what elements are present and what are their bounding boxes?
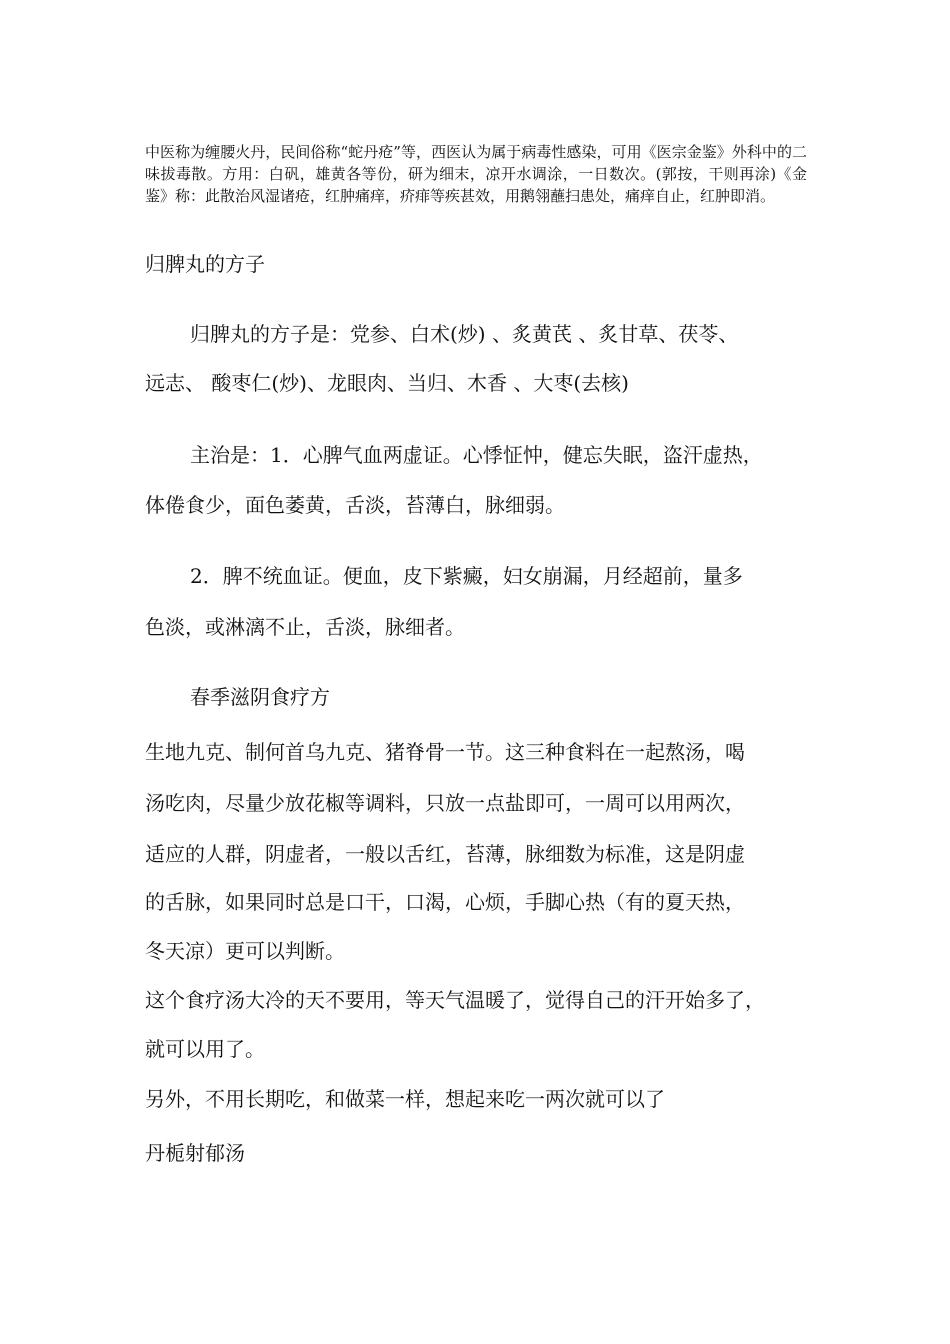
guipi-formula-line-2: 远志、 酸枣仁(炒)、龙眼肉、当归、木香 、大枣(去核) <box>145 371 629 395</box>
note-line: 另外，不用长期吃，和做菜一样，想起来吃一两次就可以了 <box>145 1087 665 1111</box>
heading-danzhi: 丹栀射郁汤 <box>145 1141 245 1165</box>
usage-line-2: 就可以用了。 <box>145 1037 265 1061</box>
heading-guipi: 归脾丸的方子 <box>145 252 265 276</box>
spring-line-1: 生地九克、制何首乌九克、猪脊骨一节。这三种食料在一起熬汤，喝 <box>145 740 745 764</box>
spring-line-5: 冬天凉）更可以判断。 <box>145 939 345 963</box>
usage-line-1: 这个食疗汤大冷的天不要用，等天气温暖了，觉得自己的汗开始多了， <box>145 988 765 1012</box>
spring-line-2: 汤吃肉，尽量少放花椒等调料，只放一点盐即可，一周可以用两次， <box>145 791 745 815</box>
intro-paragraph: 中医称为缠腰火丹，民间俗称“蛇丹疮”等，西医认为属于病毒性感染，可用《医宗金鉴》外科中的二味拔毒散。方用：白矾，雄黄各等份，研为细末，凉开水调涂，一日数次。(郭按，干则再涂)《金鉴》称：此散治风湿诸疮，红肿痛痒，疥痱等疾甚效，用鹅翎蘸扫患处，痛痒自止，红肿即消。 <box>145 143 807 205</box>
spring-line-3: 适应的人群，阴虚者，一般以舌红，苔薄，脉细数为标准，这是阴虚 <box>145 842 745 866</box>
indication-2-line-1: 2．脾不统血证。便血，皮下紫癜，妇女崩漏，月经超前，量多 <box>190 564 743 588</box>
indication-1-line-1: 主治是：1．心脾气血两虚证。心悸怔忡，健忘失眠，盗汗虚热， <box>190 443 763 467</box>
indication-2-line-2: 色淡，或淋漓不止，舌淡，脉细者。 <box>145 615 465 639</box>
heading-spring: 春季滋阴食疗方 <box>190 685 330 709</box>
indication-1-line-2: 体倦食少，面色萎黄，舌淡，苔薄白，脉细弱。 <box>145 493 565 517</box>
guipi-formula-line-1: 归脾丸的方子是：党参、白术(炒) 、炙黄芪 、炙甘草、茯苓、 <box>190 322 739 346</box>
spring-line-4: 的舌脉，如果同时总是口干，口渴，心烦，手脚心热（有的夏天热， <box>145 890 745 914</box>
